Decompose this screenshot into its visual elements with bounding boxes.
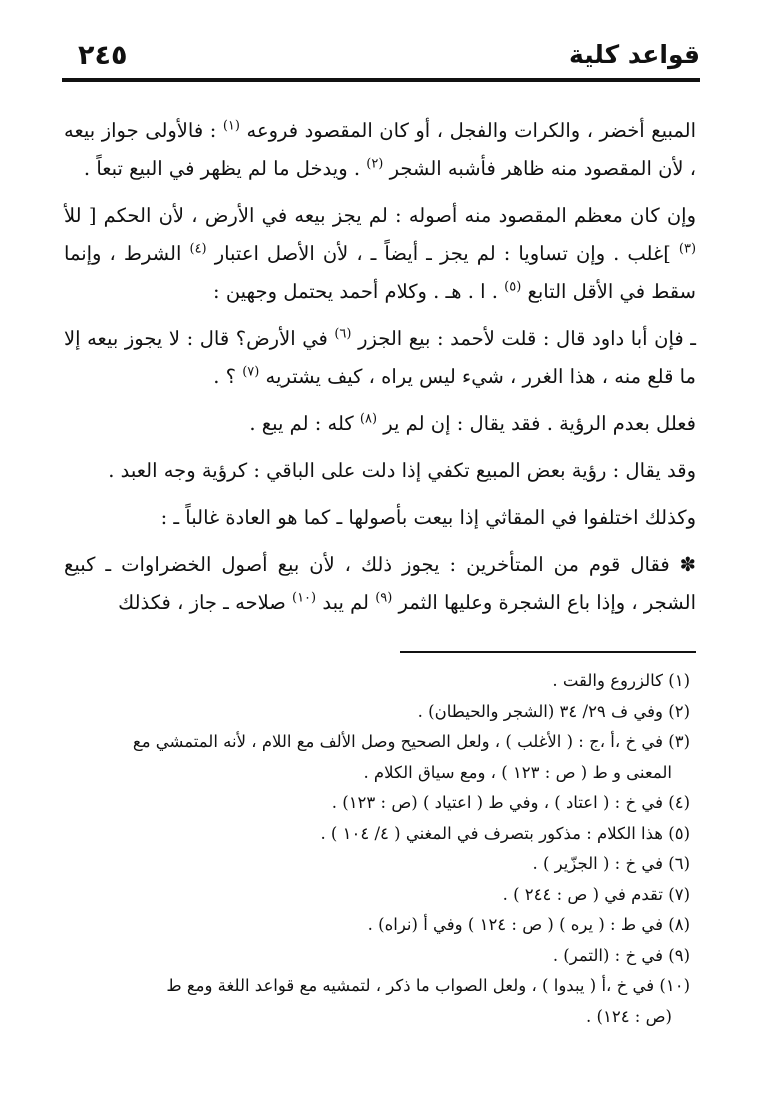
footnote-8: (٨) في ط : ( يره ) ( ص : ١٢٤ ) وفي أ (نراه) . [367,915,690,934]
footnote-2: (٢) وفي ف ٢٩/ ٣٤ (الشجر والحيطان) . [417,701,690,721]
footnote-marker: (٧) [242,364,260,380]
footnote-6: (٦) في خ : ( الجزّير ) . [532,854,690,873]
footnote-10-continued: (ص : ١٢٤) . [586,1006,672,1026]
footnote-divider [400,651,696,653]
paragraph-4: فعلل بعدم الرؤية . فقد يقال : إن لم ير $^{(٨)}$ كله : لم يبع . [249,411,696,435]
footnote-3-continued: المعنى و ط ( ص : ١٢٣ ) ، ومع سياق الكلام . [363,762,672,782]
footnotes [60,666,690,1032]
footnote-5: (٥) هذا الكلام : مذكور بتصرف في المغني ( ٤/ ١٠٤ ) . [320,823,690,843]
paragraph-5: وقد يقال : رؤية بعض المبيع تكفي إذا دلت على الباقي : كرؤية وجه العبد . [108,459,696,482]
footnote-marker: (٨) [359,411,378,427]
footnote-marker: (٦) [334,326,352,342]
paragraph-6: وكذلك اختلفوا في المقاثي إذا بيعت بأصولها ـ كما هو العادة غالباً ـ : [160,506,696,529]
page-number: ٢٤٥ [78,40,128,71]
footnote-3: (٣) في خ ،أ ،ج : ( الأغلب ) ، ولعل الصحيح وصل الألف مع اللام ، لأنه المتمشي مع [132,732,690,751]
running-title: قواعد كلية [569,40,700,69]
paragraph-3: ـ فإن أبا داود قال : قلت لأحمد : بيع الجزر $^{(٦)}$ في الأرض؟ قال : لا يجوز بيعه إلا ما قلع منه ، هذا الغرر ، شيء ليس يراه ، كيف يشتريه $^{(٧)}$ ؟ . [64,326,697,388]
footnote-marker: (٢) [366,156,384,172]
footnote-marker: (٣) [678,241,697,257]
footnote-marker: (٩) [375,590,393,606]
footnote-7: (٧) تقدم في ( ص : ٢٤٤ ) . [502,884,690,904]
footnote-marker: (٤) [189,241,207,257]
paragraph-7: ✽ فقال قوم من المتأخرين : يجوز ذلك ، لأن بيع أصول الخضراوات ـ كبيع الشجر ، وإذا باع الشجرة وعليها الثمر $^{(٩)}$ لم يبد $^{(١٠)}$ صلاحه ـ جاز ، فكذلك [64,553,696,614]
footnote-marker: (١) [222,118,240,134]
footnote-10: (١٠) في خ ،أ ( يبدوا ) ، ولعل الصواب ما ذكر ، لتمشيه مع قواعد اللغة ومع ط [166,976,690,995]
page-header [62,38,700,82]
main-text [64,112,696,631]
footnote-1: (١) كالزروع والقت . [552,671,690,690]
paragraph-1: المبيع أخضر ، والكرات والفجل ، أو كان المقصود فروعه $^{(١)}$ : فالأولى جواز بيعه ، لأن المقصود منه ظاهر فأشبه الشجر $^{(٢)}$ . ويدخل ما لم يظهر في البيع تبعاً . [64,118,696,180]
footnote-marker: (٥) [504,279,522,295]
paragraph-2: وإن كان معظم المقصود منه أصوله : لم يجز بيعه في الأرض ، لأن الحكم [ للأ $^{(٣)}$ ]غلب . وإن تساويا : لم يجز ـ أيضاً ـ ، لأن الأصل اعتبار $^{(٤)}$ الشرط ، وإنما سقط في الأقل التابع $^{(٥)}$ . ا . هـ . وكلام أحمد يحتمل وجهين : [64,204,697,303]
footnote-9: (٩) في خ : (التمر) . [552,945,690,965]
footnote-4: (٤) في خ : ( اعتاد ) ، وفي ط ( اعتياد ) (ص : ١٢٣) . [331,793,690,812]
footnote-marker: (١٠) [292,590,317,606]
